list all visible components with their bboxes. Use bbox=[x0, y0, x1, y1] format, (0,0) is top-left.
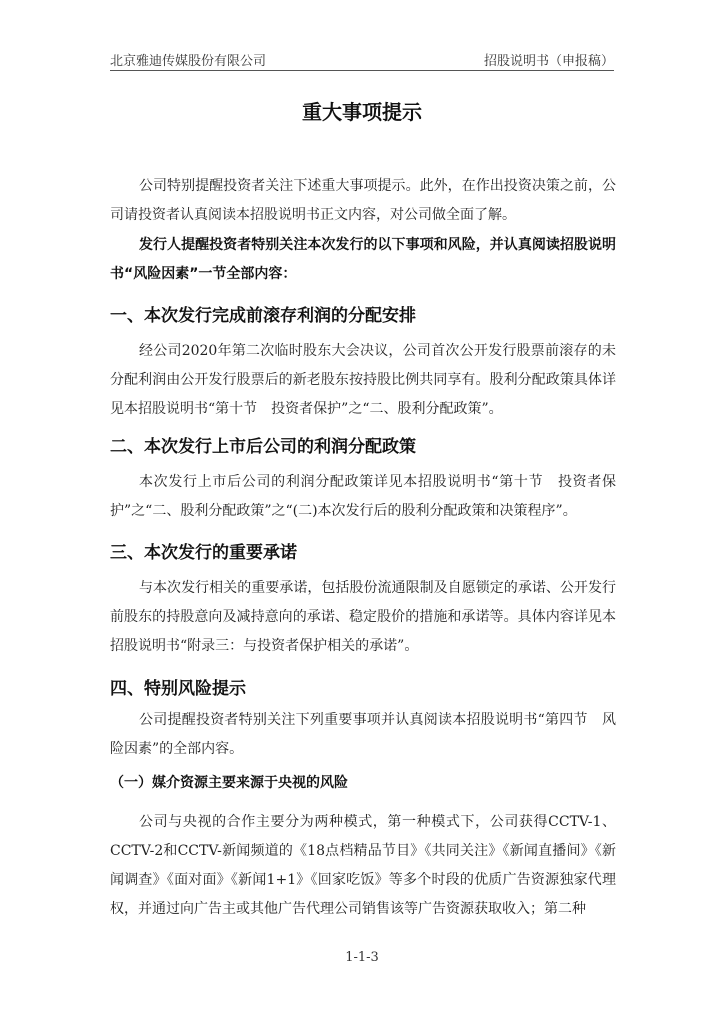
section-heading-3: 三、本次发行的重要承诺 bbox=[110, 543, 297, 563]
section-body-4: 公司提醒投资者特别关注下列重要事项并认真阅读本招股说明书“第四节 风险因素”的全部内容。 bbox=[110, 712, 616, 757]
subsection-heading: （一）媒介资源主要来源于央视的风险 bbox=[110, 775, 348, 791]
notice-paragraph: 发行人提醒投资者特别关注本次发行的以下事项和风险，并认真阅读招股说明书“风险因素”一节全部内容： bbox=[110, 237, 616, 282]
header-doc-type: 招股说明书（申报稿） bbox=[483, 54, 614, 69]
header-rule bbox=[110, 70, 614, 71]
section-body-1: 经公司2020年第二次临时股东大会决议，公司首次公开发行股票前滚存的未分配利润由公开发行股票后的新老股东按持股比例共同享有。股利分配政策具体详见本招股说明书“第十节 投资者保护”之“二、股利分配政策”。 bbox=[110, 343, 616, 417]
section-heading-1: 一、本次发行完成前滚存利润的分配安排 bbox=[110, 306, 416, 326]
section-heading-4: 四、特别风险提示 bbox=[110, 679, 246, 699]
section-heading-2: 二、本次发行上市后公司的利润分配政策 bbox=[110, 437, 416, 457]
page-title: 重大事项提示 bbox=[302, 100, 422, 124]
page-number: 1-1-3 bbox=[345, 950, 379, 965]
subsection-body: 公司与央视的合作主要分为两种模式，第一种模式下，公司获得CCTV-1、CCTV-2和CCTV-新闻频道的《18点档精品节目》《共同关注》《新闻直播间》《新闻调查》《面对面》《新闻1+1》《回家吃饭》等多个时段的优质广告资源独家代理权，并通过向广告主或其他广告代理公司销售该等广告资源获取收入；第二种 bbox=[110, 814, 616, 917]
intro-paragraph: 公司特别提醒投资者关注下述重大事项提示。此外，在作出投资决策之前，公司请投资者认真阅读本招股说明书正文内容，对公司做全面了解。 bbox=[110, 178, 616, 223]
section-body-2: 本次发行上市后公司的利润分配政策详见本招股说明书“第十节 投资者保护”之“二、股利分配政策”之“(二)本次发行后的股利分配政策和决策程序”。 bbox=[110, 474, 616, 519]
header-company: 北京雅迪传媒股份有限公司 bbox=[110, 54, 267, 69]
section-body-3: 与本次发行相关的重要承诺，包括股份流通限制及自愿锁定的承诺、公开发行前股东的持股意向及减持意向的承诺、稳定股价的措施和承诺等。具体内容详见本招股说明书“附录三：与投资者保护相关的承诺”。 bbox=[110, 580, 616, 654]
